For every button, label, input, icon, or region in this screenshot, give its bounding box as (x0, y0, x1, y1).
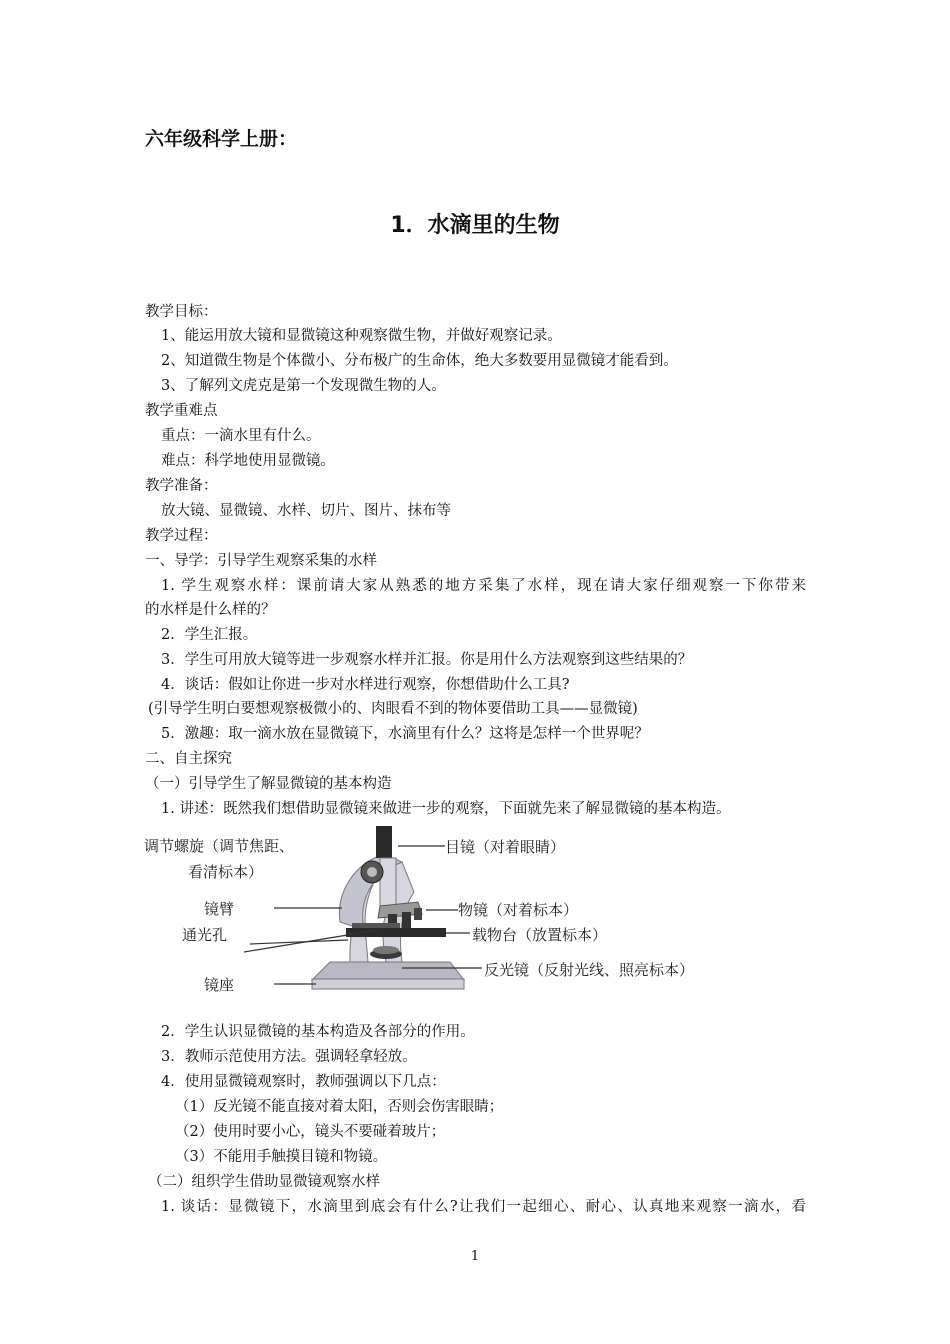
part2-step4: 4．使用显微镜观察时，教师强调以下几点： (161, 1074, 446, 1090)
label-adjust-knob-line2: 看清标本） (188, 863, 264, 881)
part2-step2: 2．学生认识显微镜的基本构造及各部分的作用。 (161, 1024, 475, 1040)
part1-step5: 5．激趣：取一滴水放在显微镜下，水滴里有什么？这将是怎样一个世界呢？ (161, 726, 649, 742)
part1-step1-line1: 1. 学生观察水样：课前请大家从熟悉的地方采集了水样，现在请大家仔细观察一下你带来 (161, 578, 806, 594)
lesson-title: 1．水滴里的生物 (390, 213, 560, 238)
caution-item: （1）反光镜不能直接对着太阳，否则会伤害眼睛； (175, 1099, 504, 1115)
part1-step1-line2: 的水样是什么样的？ (145, 602, 276, 618)
focus-point: 重点：一滴水里有什么。 (161, 428, 321, 444)
label-base: 镜座 (204, 976, 235, 994)
part2-step1: 1. 讲述：既然我们想借助显微镜来做进一步的观察，下面就先来了解显微镜的基本构造。 (161, 801, 731, 817)
preparation-items: 放大镜、显微镜、水样、切片、图片、抹布等 (161, 503, 451, 519)
part1-step4: 4．谈话：假如让你进一步对水样进行观察，你想借助什么工具? (161, 677, 570, 693)
label-light-hole: 通光孔 (182, 926, 228, 944)
part2-sub2: （二）组织学生借助显微镜观察水样 (148, 1174, 380, 1190)
label-objective: 物镜（对着标本） (458, 901, 579, 919)
objective-item: 3、了解列文虎克是第一个发现微生物的人。 (161, 378, 446, 394)
preparation-heading: 教学准备： (145, 478, 218, 494)
part1-step2: 2．学生汇报。 (161, 627, 258, 643)
caution-item: （2）使用时要小心，镜头不要碰着玻片； (175, 1124, 446, 1140)
caution-item: （3）不能用手触摸目镜和物镜。 (175, 1149, 388, 1165)
page-number: 1 (470, 1249, 480, 1264)
part1-step3: 3．学生可用放大镜等进一步观察水样并汇报。你是用什么方法观察到这些结果的？ (161, 652, 693, 668)
label-stage: 载物台（放置标本） (472, 926, 608, 944)
grade-heading: 六年级科学上册： (145, 128, 298, 150)
label-mirror: 反光镜（反射光线、照亮标本） (484, 961, 695, 979)
label-eyepiece: 目镜（对着眼睛） (445, 838, 566, 856)
part2-talk-line: 1. 谈话：显微镜下，水滴里到底会有什么?让我们一起细心、耐心、认真地来观察一滴水，看 (161, 1199, 806, 1215)
objective-item: 2、知道微生物是个体微小、分布极广的生命体，绝大多数要用显微镜才能看到。 (161, 353, 678, 369)
label-arm: 镜臂 (204, 900, 235, 918)
microscope-diagram (140, 822, 760, 997)
part1-note: (引导学生明白要想观察极微小的、肉眼看不到的物体要借助工具——显微镜) (148, 701, 638, 717)
process-heading: 教学过程： (145, 528, 218, 544)
part2-sub1: （一）引导学生了解显微镜的基本构造 (145, 776, 392, 792)
part2-step3: 3．教师示范使用方法。强调轻拿轻放。 (161, 1049, 417, 1065)
label-adjust-knob-line1: 调节螺旋（调节焦距、 (144, 837, 295, 855)
objective-item: 1、能运用放大镜和显微镜这种观察微生物，并做好观察记录。 (161, 328, 562, 344)
difficulty-point: 难点：科学地使用显微镜。 (161, 453, 335, 469)
part2-heading: 二、自主探究 (145, 751, 232, 767)
keypoints-heading: 教学重难点 (145, 403, 218, 419)
part1-heading: 一、导学：引导学生观察采集的水样 (145, 553, 377, 569)
objectives-heading: 教学目标： (145, 304, 218, 320)
